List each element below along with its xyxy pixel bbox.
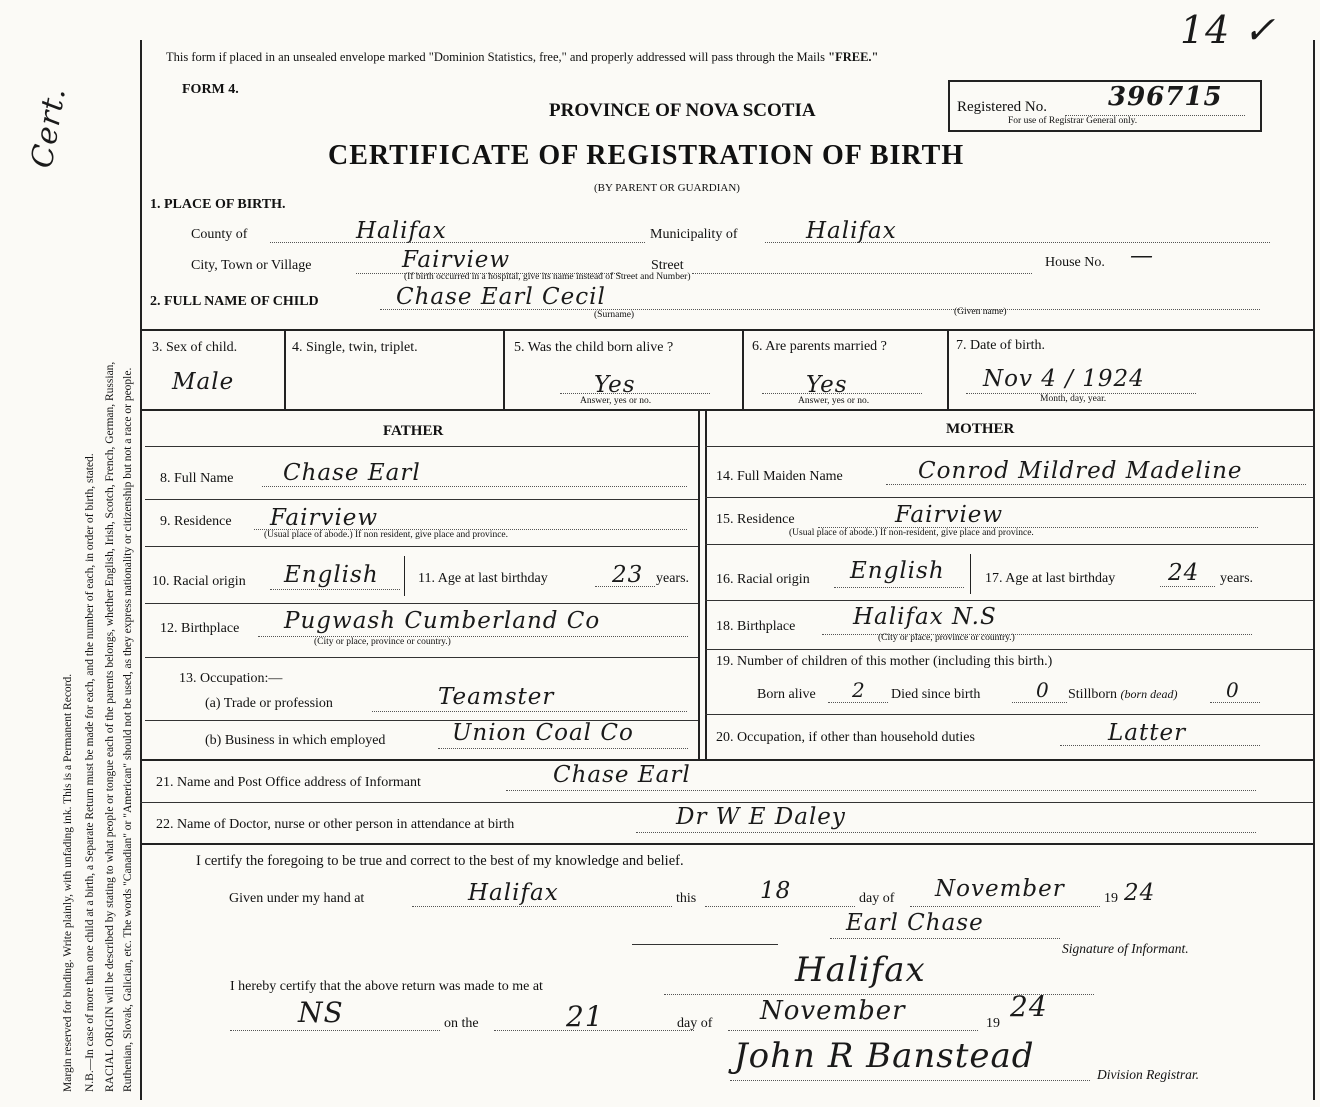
single-label: 4. Single, twin, triplet.: [292, 340, 418, 355]
county-line: [270, 242, 645, 243]
alive-value: Yes: [594, 372, 636, 398]
informant-label: 21. Name and Post Office address of Informant: [156, 775, 421, 790]
died-label: Died since birth: [891, 687, 981, 702]
mother-age-label: 17. Age at last birthday: [985, 571, 1116, 586]
father-row-line-1: [145, 499, 698, 500]
father-business-value: Union Coal Co: [452, 720, 634, 746]
street-line: [692, 273, 1032, 274]
registrar-signature-line: [730, 1080, 1090, 1081]
informant-signature: Earl Chase: [846, 910, 984, 936]
father-name-line: [262, 486, 687, 487]
sex-value: Male: [172, 369, 235, 395]
parents-divider-inner: [705, 409, 707, 759]
postal-notice: [166, 50, 878, 65]
given-place-line: [412, 906, 672, 907]
registrar-month-line: [728, 1030, 978, 1031]
registrar-day-value: 21: [566, 1000, 604, 1033]
mother-row-line-2: [705, 544, 1313, 545]
margin-handwriting: Cert.: [24, 84, 74, 171]
registrar-year-value: 24: [1010, 990, 1048, 1023]
father-heading: FATHER: [383, 423, 444, 439]
stillborn-label: [1068, 687, 1178, 703]
cert-year-value: 24: [1124, 880, 1156, 906]
cert-day-line: [705, 906, 855, 907]
father-racial-value: English: [284, 562, 379, 588]
father-heading-line: [145, 446, 698, 447]
col-line-1: [284, 329, 286, 409]
father-residence-value: Fairview: [270, 505, 379, 531]
registrar-signature: John R Banstead: [734, 1036, 1035, 1076]
informant-top-line: [140, 759, 1313, 761]
father-age-value: 23: [612, 562, 644, 588]
father-occupation-label: 13. Occupation:—: [179, 671, 283, 686]
father-business-label: (b) Business in which employed: [205, 733, 386, 748]
city-value: Fairview: [402, 247, 511, 273]
mother-occupation-value: Latter: [1108, 720, 1187, 746]
father-years: years.: [656, 571, 690, 586]
mother-residence-note: (Usual place of abode.) If non-resident, give place and province.: [789, 528, 1034, 538]
registered-number: 396715: [1108, 82, 1223, 112]
mother-row-line-4: [705, 649, 1313, 650]
mother-heading-line: [705, 446, 1313, 447]
mother-residence-value: Fairview: [895, 502, 1004, 528]
registrar-initials: NS: [298, 996, 344, 1029]
parents-top-line: [140, 409, 1313, 411]
alive-label: 5. Was the child born alive ?: [514, 340, 674, 355]
mother-heading: MOTHER: [946, 421, 1015, 437]
street-label: Street: [651, 258, 684, 273]
doctor-bottom-line: [140, 843, 1313, 845]
municipality-value: Halifax: [806, 218, 897, 244]
father-age-label: 11. Age at last birthday: [418, 571, 548, 586]
informant-line: [506, 790, 1256, 791]
died-line: [1012, 702, 1067, 703]
cert-day-value: 18: [760, 878, 792, 904]
given-label: Given under my hand at: [229, 891, 365, 906]
doctor-label: 22. Name of Doctor, nurse or other person in attendance at birth: [156, 817, 515, 832]
province-heading: PROVINCE OF NOVA SCOTIA: [549, 100, 816, 121]
mother-children-label: 19. Number of children of this mother (including this birth.): [716, 654, 1053, 669]
father-row-line-4: [145, 657, 698, 658]
stillborn-label-text: Stillborn: [1068, 687, 1118, 702]
mother-occupation-label: 20. Occupation, if other than household duties: [716, 730, 975, 745]
doctor-line: [636, 832, 1256, 833]
registrar-day-of-label: day of: [677, 1016, 713, 1031]
row-top-line: [140, 329, 1313, 331]
father-row-line-2: [145, 546, 698, 547]
mother-row-line-3: [705, 600, 1313, 601]
mother-birthplace-label: 18. Birthplace: [716, 619, 796, 634]
mother-name-value: Conrod Mildred Madeline: [918, 458, 1243, 484]
given-place-value: Halifax: [468, 880, 559, 906]
mother-racial-divider: [970, 554, 971, 594]
col-line-3: [742, 329, 744, 409]
father-trade-label: (a) Trade or profession: [205, 696, 333, 711]
registrar-signature-label: Division Registrar.: [1097, 1067, 1200, 1082]
married-note: Answer, yes or no.: [798, 396, 870, 406]
mother-birthplace-note: (City or place, province or country.): [878, 633, 1015, 643]
informant-bottom-line: [140, 802, 1313, 803]
sex-label: 3. Sex of child.: [152, 340, 238, 355]
stillborn-line: [1210, 702, 1260, 703]
father-name-value: Chase Earl: [283, 460, 421, 486]
registrar-place-value: Halifax: [795, 950, 926, 990]
right-border: [1313, 40, 1315, 1100]
stillborn-note: (born dead): [1120, 687, 1178, 701]
child-name-value: Chase Earl Cecil: [396, 284, 606, 310]
father-trade-value: Teamster: [438, 684, 555, 710]
margin-note-racial-origin: RACIAL ORIGIN will be described by stating to what people or tongue each of the parents belongs, whether English, Irish, Scotch, French, German, Russian,: [104, 361, 116, 1092]
father-birthplace-note: (City or place, province or country.): [314, 637, 451, 647]
child-name-label: 2. FULL NAME OF CHILD: [150, 294, 319, 309]
given-name-note: (Given name): [954, 307, 1007, 317]
county-label: County of: [191, 227, 248, 242]
registrar-initials-line: [230, 1030, 440, 1031]
father-racial-line: [270, 589, 400, 590]
mother-birthplace-value: Halifax N.S: [853, 604, 997, 630]
father-residence-label: 9. Residence: [160, 514, 232, 529]
doctor-value: Dr W E Daley: [676, 804, 846, 830]
father-racial-divider: [404, 556, 405, 596]
county-value: Halifax: [356, 218, 447, 244]
margin-note-multiple-births: N.B.—In case of more than one child at a birth, a Separate Return must be made for each, and the number of each, in order of birth, stated.: [84, 453, 96, 1092]
mother-row-line-1: [705, 497, 1313, 498]
mother-age-line: [1160, 586, 1215, 587]
died-value: 0: [1036, 678, 1050, 702]
certificate-title: CERTIFICATE OF REGISTRATION OF BIRTH: [328, 140, 965, 171]
born-alive-line: [828, 702, 888, 703]
mother-age-value: 24: [1168, 560, 1200, 586]
father-trade-line: [372, 711, 687, 712]
hospital-note: (If birth occurred in a hospital, give its name instead of Street and Number): [404, 272, 691, 282]
stillborn-value: 0: [1226, 678, 1240, 702]
certification-statement: I certify the foregoing to be true and correct to the best of my knowledge and belief.: [196, 853, 684, 869]
married-value: Yes: [806, 372, 848, 398]
registrar-year-prefix: 19: [986, 1016, 1000, 1031]
informant-value: Chase Earl: [553, 762, 691, 788]
father-birthplace-value: Pugwash Cumberland Co: [284, 608, 601, 634]
certificate-subtitle: (BY PARENT OR GUARDIAN): [594, 182, 740, 194]
informant-signature-line: [830, 938, 1060, 939]
registrar-statement: I hereby certify that the above return was made to me at: [230, 979, 543, 994]
mother-years: years.: [1220, 571, 1254, 586]
margin-note-binding: Margin reserved for binding. Write plainly, with unfading ink. This is a Permanent Record.: [62, 673, 74, 1092]
mother-racial-label: 16. Racial origin: [716, 572, 810, 587]
married-label: 6. Are parents married ?: [752, 339, 887, 354]
margin-note-nationality: Ruthenian, Slovak, Galician, etc. The words "Canadian" or "American" should not be used, as they express nationality or citizenship but not a race or people.: [122, 367, 134, 1092]
surname-note: (Surname): [594, 310, 635, 320]
date-note: Month, day, year.: [1040, 394, 1107, 404]
mother-racial-line: [834, 587, 964, 588]
mother-racial-value: English: [850, 558, 945, 584]
mother-name-label: 14. Full Maiden Name: [716, 469, 843, 484]
separator-short: [632, 944, 778, 945]
municipality-label: Municipality of: [650, 227, 738, 242]
place-of-birth-label: 1. PLACE OF BIRTH.: [150, 197, 286, 212]
col-line-4: [947, 329, 949, 409]
cert-month-line: [910, 906, 1100, 907]
cert-day-of-label: day of: [859, 891, 895, 906]
date-label: 7. Date of birth.: [956, 338, 1046, 353]
informant-signature-label: Signature of Informant.: [1062, 941, 1189, 956]
father-row-line-3: [145, 603, 698, 604]
alive-note: Answer, yes or no.: [580, 396, 652, 406]
date-value: Nov 4 / 1924: [983, 366, 1145, 392]
registrar-note: For use of Registrar General only.: [1008, 116, 1138, 126]
form-number: FORM 4.: [182, 82, 239, 97]
col-line-2: [503, 329, 505, 409]
father-birthplace-label: 12. Birthplace: [160, 621, 240, 636]
postal-notice-text: This form if placed in an unsealed envelope marked "Dominion Statistics, free," and properly addressed will pass through the Mails: [166, 50, 825, 64]
father-business-line: [438, 748, 688, 749]
mother-residence-label: 15. Residence: [716, 512, 795, 527]
city-label: City, Town or Village: [191, 258, 312, 273]
mother-row-line-5: [705, 714, 1313, 715]
born-alive-label: Born alive: [757, 687, 816, 702]
mother-name-line: [886, 484, 1306, 485]
house-value: —: [1130, 243, 1154, 269]
father-name-label: 8. Full Name: [160, 471, 234, 486]
this-label: this: [676, 891, 697, 906]
born-alive-value: 2: [852, 678, 866, 702]
registered-label: Registered No.: [957, 99, 1047, 115]
cert-month-value: November: [935, 876, 1065, 902]
registrar-on-the-label: on the: [444, 1016, 479, 1031]
cert-year-prefix: 19: [1104, 891, 1118, 906]
postal-notice-free: "FREE.": [828, 50, 879, 64]
corner-handwriting: 14 ✓: [1180, 8, 1277, 52]
father-racial-label: 10. Racial origin: [152, 574, 246, 589]
parents-divider: [698, 409, 700, 759]
left-border: [140, 40, 142, 1100]
house-label: House No.: [1045, 255, 1105, 270]
registrar-month-value: November: [760, 996, 906, 1026]
father-residence-note: (Usual place of abode.) If non resident, give place and province.: [264, 530, 508, 540]
